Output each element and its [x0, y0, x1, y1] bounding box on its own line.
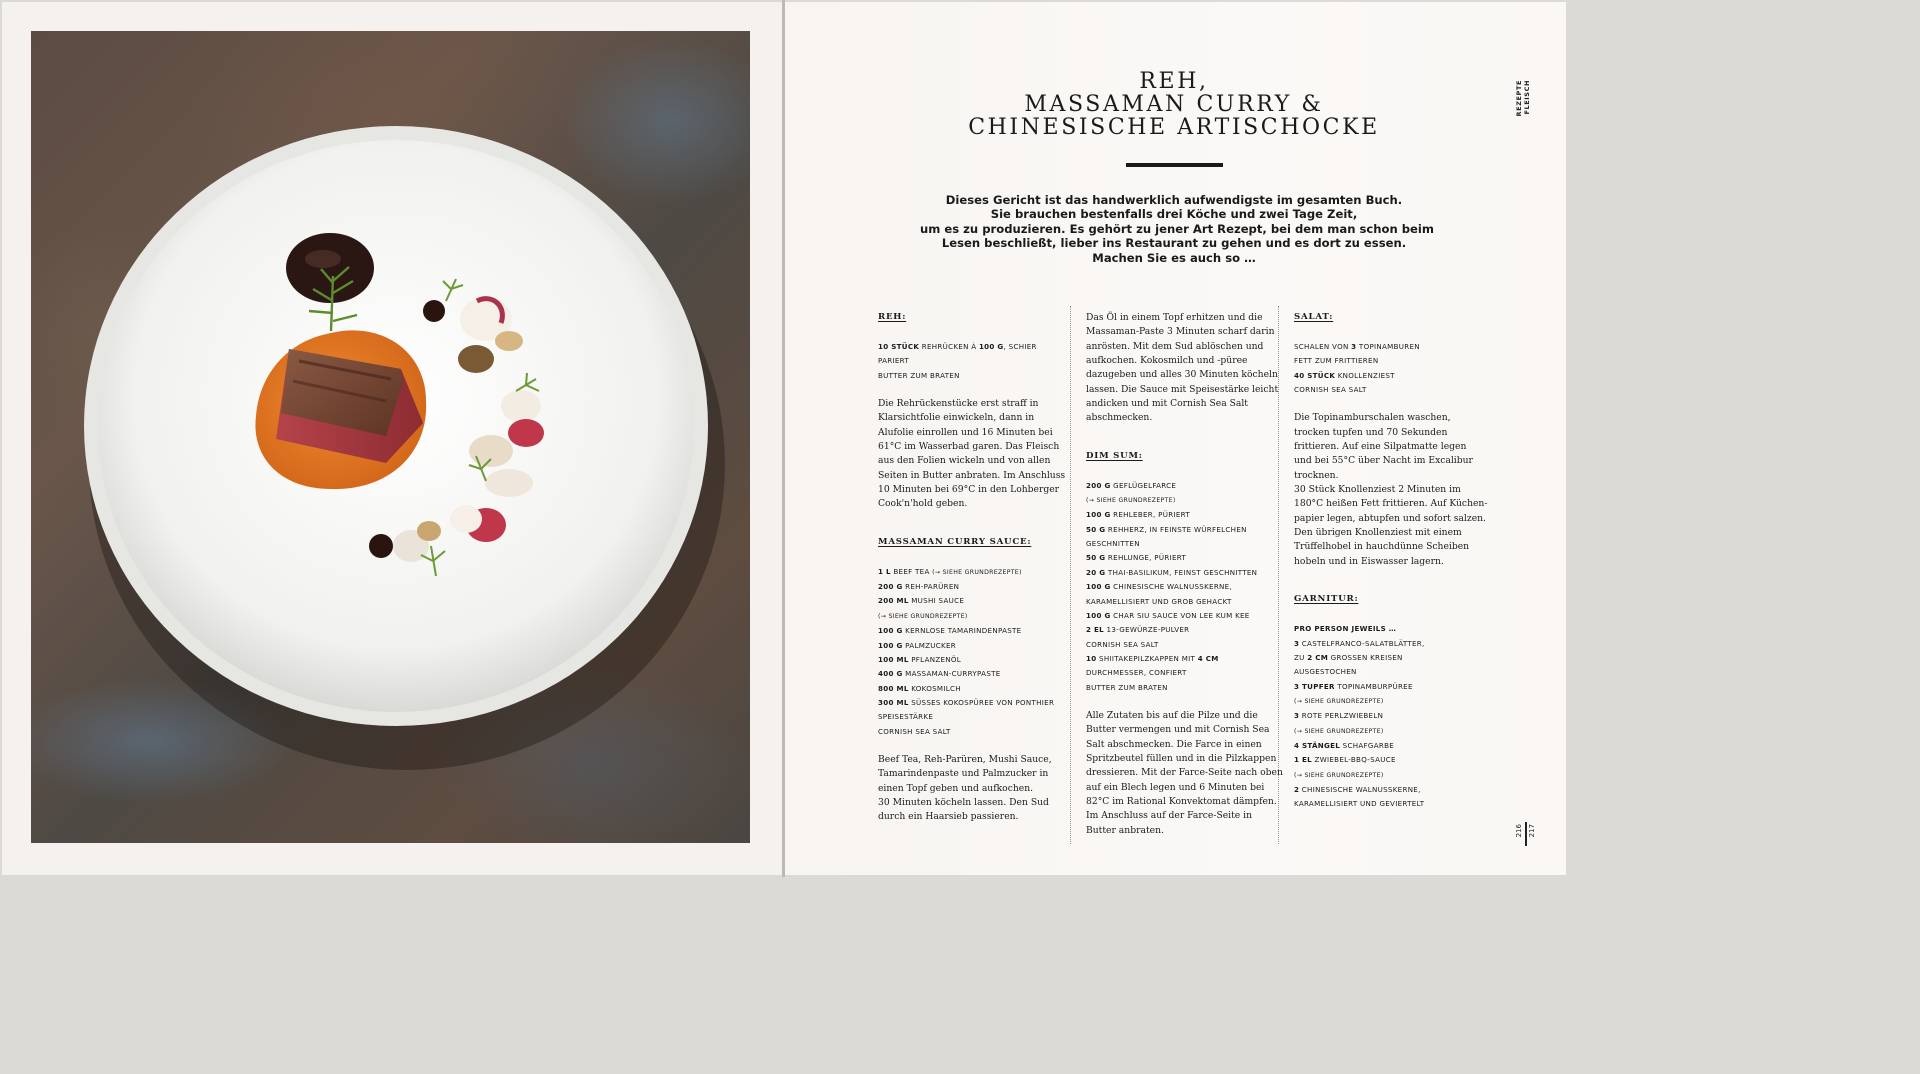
ingredient-list-salat	[1294, 340, 1479, 397]
ingredient-quantity: PRO PERSON JEWEILS …	[1294, 624, 1397, 634]
text-line: trocknen.	[1294, 469, 1339, 481]
ingredient-text: PARIERT	[878, 356, 910, 366]
ingredient-text: KERNLOSE TAMARINDENPASTE	[902, 626, 1022, 636]
ingredient-text: CHAR SIU SAUCE VON LEE KUM KEE	[1110, 610, 1250, 620]
title-line: CHINESISCHE ARTISCHOCKE	[968, 115, 1380, 140]
ingredient-quantity: 200 G	[878, 582, 903, 592]
ingredient-text: CHINESISCHE WALNUSSKERNE,	[1299, 784, 1421, 794]
instructions-sauce	[878, 753, 1063, 825]
ingredient-line	[878, 580, 1063, 594]
text-line: Die Topinamburschalen waschen,	[1294, 412, 1451, 424]
ingredient-quantity: 100 G	[878, 640, 903, 650]
ingredient-text: BUTTER ZUM BRATEN	[1086, 682, 1168, 692]
ingredient-line	[1294, 622, 1479, 636]
ingredient-line	[1086, 580, 1271, 594]
text-line: Tamarindenpaste und Palmzucker in	[878, 768, 1049, 780]
text-line: trocken tupfen und 70 Sekunden	[1294, 426, 1448, 438]
ingredient-text: GROSSEN KREISEN	[1328, 652, 1403, 662]
text-line: Die Rehrückenstücke erst straff in	[878, 398, 1039, 410]
ingredient-text: KARAMELLISIERT UND GROB GEHACKT	[1086, 596, 1232, 606]
ingredient-line	[878, 682, 1063, 696]
ingredient-line	[1294, 724, 1479, 739]
ingredient-text: BEEF TEA	[890, 566, 933, 576]
section-label-line: FLEISCH	[1523, 80, 1531, 115]
ingredient-line	[1086, 508, 1271, 522]
ingredient-quantity: 3	[1351, 342, 1357, 351]
ingredient-line	[878, 696, 1063, 710]
ingredient-text: MUSHI SAUCE	[908, 596, 965, 606]
ingredient-line	[878, 710, 1063, 724]
ingredient-text: THAI-BASILIKUM, FEINST GESCHNITTEN	[1105, 567, 1258, 577]
ingredient-text: SHIITAKEPILZKAPPEN MIT	[1096, 653, 1198, 663]
ingredient-text: MASSAMAN-CURRYPASTE	[902, 669, 1001, 679]
ingredient-text: BUTTER ZUM BRATEN	[878, 370, 960, 380]
ingredient-text: CASTELFRANCO-SALATBLÄTTER,	[1299, 638, 1425, 648]
section-label	[1514, 80, 1538, 120]
text-line: 61°C im Wasserbad garen. Das Fleisch	[878, 441, 1060, 453]
intro-line: Dieses Gericht ist das handwerklich aufwendigste im gesamten Buch.	[945, 193, 1403, 207]
text-line: aufkochen. Kokosmilch und -püree	[1086, 355, 1248, 367]
intro-line: um es zu produzieren. Es gehört zu jener Art Rezept, bei dem man schon beim	[920, 221, 1434, 236]
ingredient-text: REHLUNGE, PÜRIERT	[1105, 553, 1187, 563]
text-line: 10 Minuten bei 69°C in den Lohberger	[878, 484, 1060, 496]
text-line: auf ein Blech legen und 6 Minuten bei	[1086, 781, 1265, 793]
ingredient-text: REHRÜCKEN À	[919, 342, 979, 351]
ingredient-text: KARAMELLISIERT UND GEVIERTELT	[1294, 799, 1425, 809]
text-line: anrösten. Mit dem Sud ablöschen und	[1086, 340, 1264, 352]
ingredient-list-reh	[878, 340, 1063, 383]
ingredient-quantity: 100 G	[1086, 610, 1111, 620]
shiitake-dim-sum	[286, 233, 374, 303]
ingredient-line	[1086, 638, 1271, 652]
ingredient-line	[1086, 523, 1271, 537]
text-line: Butter vermengen und mit Cornish Sea	[1086, 724, 1270, 736]
ingredient-quantity: 1 L	[878, 566, 891, 576]
ingredient-quantity: 200 G	[1086, 480, 1111, 490]
ingredient-text: DURCHMESSER, CONFIERT	[1086, 668, 1187, 678]
text-line: papier legen, abtupfen und sofort salzen.	[1294, 512, 1486, 524]
ingredient-quantity: 2	[1294, 784, 1300, 794]
ingredient-text: ZWIEBEL-BBQ-SAUCE	[1311, 755, 1396, 765]
section-heading-dimsum: DIM SUM:	[1086, 450, 1143, 461]
ingredient-quantity: 300 ML	[878, 697, 909, 707]
intro-line: Machen Sie es auch so …	[1092, 250, 1256, 265]
instructions-dimsum	[1086, 709, 1283, 838]
ingredient-line	[878, 624, 1063, 638]
ingredient-quantity: 800 ML	[878, 683, 909, 693]
ingredient-quantity: 4 CM	[1197, 653, 1219, 663]
ingredient-reference: (→ SIEHE GRUNDREZEPTE)	[1294, 697, 1384, 705]
ingredient-line	[1294, 340, 1479, 354]
text-line: 82°C im Rational Konvektomat dämpfen.	[1086, 795, 1277, 807]
section-heading-reh: REH:	[878, 312, 907, 322]
ingredient-text: PALMZUCKER	[902, 640, 956, 650]
ingredient-quantity: 100 G	[978, 342, 1004, 351]
ingredient-text: KNOLLENZIEST	[1335, 370, 1395, 380]
ingredient-text: 13-GEWÜRZE-PULVER	[1103, 625, 1190, 635]
ingredient-quantity: 2 EL	[1086, 625, 1104, 635]
ingredient-quantity: 4 STÄNGEL	[1294, 740, 1341, 750]
ingredient-text: CHINESISCHE WALNUSSKERNE,	[1110, 582, 1232, 592]
ingredient-quantity: 3	[1294, 711, 1300, 721]
ingredient-line	[1294, 709, 1479, 723]
ingredient-text: SÜSSES KOKOSPÜREE VON PONTHIER	[908, 697, 1055, 707]
recipe-title	[880, 70, 1468, 139]
ingredient-reference: (→ SIEHE GRUNDREZEPTE)	[1086, 497, 1176, 505]
ingredient-quantity: 40 STÜCK	[1294, 370, 1336, 380]
ingredient-line	[1294, 369, 1479, 383]
ingredient-line	[878, 354, 1063, 368]
page-number-divider	[1525, 822, 1527, 846]
section-heading-garnitur: GARNITUR:	[1294, 594, 1359, 605]
ingredient-line	[1086, 566, 1271, 580]
ingredient-quantity: 20 G	[1086, 567, 1106, 577]
text-line: 180°C heißen Fett frittieren. Auf Küchen-	[1294, 498, 1488, 510]
text-line: frittieren. Auf eine Silpatmatte legen	[1294, 441, 1467, 453]
ingredient-line	[1294, 783, 1479, 797]
ingredient-text: SCHAFGARBE	[1340, 740, 1395, 750]
dish-illustration	[31, 31, 750, 843]
text-line: abschmecken.	[1086, 412, 1153, 424]
text-line: Beef Tea, Reh-Parüren, Mushi Sauce,	[878, 753, 1052, 765]
ingredient-text: CORNISH SEA SALT	[1294, 385, 1367, 395]
recipe-column-2	[1086, 311, 1283, 862]
text-line: hobeln und in Eiswasser lagern.	[1294, 555, 1444, 567]
title-rule	[1126, 163, 1223, 167]
ingredient-text: FETT ZUM FRITTIEREN	[1294, 356, 1379, 366]
instructions-sauce-continued	[1086, 311, 1279, 426]
text-line: Im Anschluss auf der Farce-Seite in	[1086, 810, 1253, 822]
text-line: aus den Folien wickeln und von allen	[878, 455, 1051, 467]
ingredient-line	[1294, 354, 1479, 368]
recipe-intro	[920, 193, 1434, 265]
ingredient-line	[1086, 479, 1271, 493]
ingredient-line	[1086, 493, 1271, 508]
ingredient-text: REHHERZ, IN FEINSTE WÜRFELCHEN	[1105, 524, 1247, 534]
section-label-line: REZEPTE	[1515, 80, 1523, 117]
ingredient-text: GESCHNITTEN	[1086, 539, 1140, 549]
ingredient-line	[1294, 797, 1479, 811]
ingredient-text: ROTE PERLZWIEBELN	[1299, 711, 1384, 721]
ingredient-quantity: 50 G	[1086, 524, 1106, 534]
ingredient-line	[1294, 739, 1479, 753]
text-line: Alufolie einrollen und 16 Minuten bei	[878, 426, 1053, 438]
text-line: Klarsichtfolie einwickeln, dann in	[878, 412, 1035, 424]
ingredient-line	[1294, 768, 1479, 783]
instructions-salat	[1294, 411, 1488, 569]
text-line: Den übrigen Knollenziest mit einem	[1294, 527, 1462, 539]
ingredient-line	[878, 725, 1063, 739]
page-numbers	[1514, 822, 1538, 846]
ingredient-text: SPEISESTÄRKE	[878, 712, 934, 722]
title-line: MASSAMAN CURRY &	[1024, 92, 1324, 117]
text-line: andicken und mit Cornish Sea Salt	[1086, 398, 1248, 410]
ingredient-quantity: 100 G	[1086, 582, 1111, 592]
ingredient-quantity: 50 G	[1086, 553, 1106, 563]
ingredient-line	[1086, 537, 1271, 551]
ingredient-quantity: 200 ML	[878, 596, 909, 606]
column-divider	[1278, 306, 1279, 844]
ingredient-line	[878, 639, 1063, 653]
ingredient-line	[878, 369, 1063, 383]
text-line: Das Öl in einem Topf erhitzen und die	[1086, 312, 1263, 323]
ingredient-text: GEFLÜGELFARCE	[1110, 480, 1177, 490]
ingredient-line	[878, 594, 1063, 608]
ingredient-text: CORNISH SEA SALT	[878, 726, 951, 736]
ingredient-text: TOPINAMBURPÜREE	[1334, 681, 1413, 691]
text-line: einen Topf geben und aufkochen.	[878, 782, 1034, 794]
ingredient-quantity: 3 TUPFER	[1294, 681, 1335, 691]
text-line: 30 Minuten köcheln lassen. Den Sud	[878, 796, 1049, 808]
ingredient-line	[1294, 680, 1479, 694]
ingredient-text: PFLANZENÖL	[908, 654, 962, 664]
section-heading-sauce: MASSAMAN CURRY SAUCE:	[878, 536, 1032, 547]
ingredient-quantity: 2 CM	[1307, 652, 1329, 662]
ingredient-line	[1086, 623, 1271, 637]
column-divider	[1070, 306, 1071, 844]
text-line: Butter anbraten.	[1086, 824, 1164, 836]
text-line: durch ein Haarsieb passieren.	[878, 811, 1019, 823]
text-line: 30 Stück Knollenziest 2 Minuten im	[1294, 484, 1461, 496]
ingredient-reference: (→ SIEHE GRUNDREZEPTE)	[1294, 727, 1384, 735]
section-heading-salat: SALAT:	[1294, 312, 1334, 322]
instructions-reh	[878, 397, 1066, 512]
text-line: Trüffelhobel in hauchdünne Scheiben	[1294, 541, 1470, 553]
ingredient-line	[878, 653, 1063, 667]
ingredient-quantity: 400 G	[878, 669, 903, 679]
ingredient-text: REH-PARÜREN	[902, 582, 960, 592]
ingredient-line	[878, 565, 1063, 580]
text-line: dazugeben und alles 30 Minuten köcheln	[1086, 369, 1278, 381]
ingredient-line	[1294, 665, 1479, 679]
text-line: Alle Zutaten bis auf die Pilze und die	[1086, 709, 1258, 721]
ingredient-line	[1086, 609, 1271, 623]
ingredient-text: SCHALEN VON	[1294, 342, 1352, 351]
text-line: dressieren. Mit der Farce-Seite nach oben	[1086, 767, 1283, 779]
text-line: Seiten in Butter anbraten. Im Anschluss	[878, 469, 1066, 481]
ingredient-line	[1294, 651, 1479, 665]
dish-photo	[31, 31, 750, 843]
title-line: REH,	[1139, 69, 1209, 94]
ingredient-quantity: 1 EL	[1294, 755, 1312, 765]
ingredient-text: , SCHIER	[1003, 342, 1037, 351]
text-line: Massaman-Paste 3 Minuten scharf darin	[1086, 326, 1275, 338]
ingredient-line	[1086, 681, 1271, 695]
ingredient-line	[878, 667, 1063, 681]
page-number-right: 217	[1528, 824, 1536, 838]
ingredient-quantity: 10 STÜCK	[878, 342, 920, 351]
ingredient-quantity: 3	[1294, 638, 1300, 648]
intro-line: Sie brauchen bestenfalls drei Köche und zwei Tage Zeit,	[990, 207, 1358, 222]
ingredient-list-sauce	[878, 565, 1063, 739]
ingredient-quantity: 100 G	[1086, 510, 1111, 520]
text-line: und bei 55°C über Nacht im Excalibur	[1294, 455, 1473, 467]
text-line: lassen. Die Sauce mit Speisestärke leicht	[1086, 383, 1279, 395]
ingredient-line	[1086, 551, 1271, 565]
ingredient-list-garnitur	[1294, 622, 1479, 811]
ingredient-list-dimsum	[1086, 479, 1271, 695]
intro-line: Lesen beschließt, lieber ins Restaurant zu gehen und es dort zu essen.	[941, 236, 1407, 251]
text-line: Spritzbeutel füllen und in die Pilzkappen	[1086, 752, 1277, 764]
ingredient-line	[1086, 595, 1271, 609]
ingredient-text: REHLEBER, PÜRIERT	[1110, 510, 1190, 520]
text-line: Salt abschmecken. Die Farce in einen	[1086, 738, 1262, 750]
ingredient-text: ZU	[1294, 652, 1308, 662]
ingredient-text: AUSGESTOCHEN	[1294, 667, 1357, 677]
ingredient-reference: (→ SIEHE GRUNDREZEPTE)	[932, 568, 1022, 576]
ingredient-line	[1086, 666, 1271, 680]
page-number-left: 216	[1515, 824, 1523, 838]
ingredient-quantity: 10	[1086, 653, 1097, 663]
ingredient-line	[1294, 753, 1479, 767]
ingredient-reference: (→ SIEHE GRUNDREZEPTE)	[878, 612, 968, 620]
ingredient-text: KOKOSMILCH	[908, 683, 961, 693]
ingredient-line	[878, 609, 1063, 624]
ingredient-quantity: 100 ML	[878, 654, 909, 664]
ingredient-text: CORNISH SEA SALT	[1086, 639, 1159, 649]
ingredient-line	[1294, 383, 1479, 397]
ingredient-text: TOPINAMBUREN	[1356, 342, 1420, 351]
recipe-column-3	[1294, 311, 1488, 826]
ingredient-quantity: 100 G	[878, 626, 903, 636]
ingredient-line	[1294, 637, 1479, 651]
recipe-column-1	[878, 311, 1066, 849]
ingredient-line	[1086, 652, 1271, 666]
ingredient-line	[878, 340, 1063, 354]
ingredient-line	[1294, 694, 1479, 709]
text-line: Cook'n'hold geben.	[878, 498, 968, 510]
ingredient-reference: (→ SIEHE GRUNDREZEPTE)	[1294, 771, 1384, 779]
